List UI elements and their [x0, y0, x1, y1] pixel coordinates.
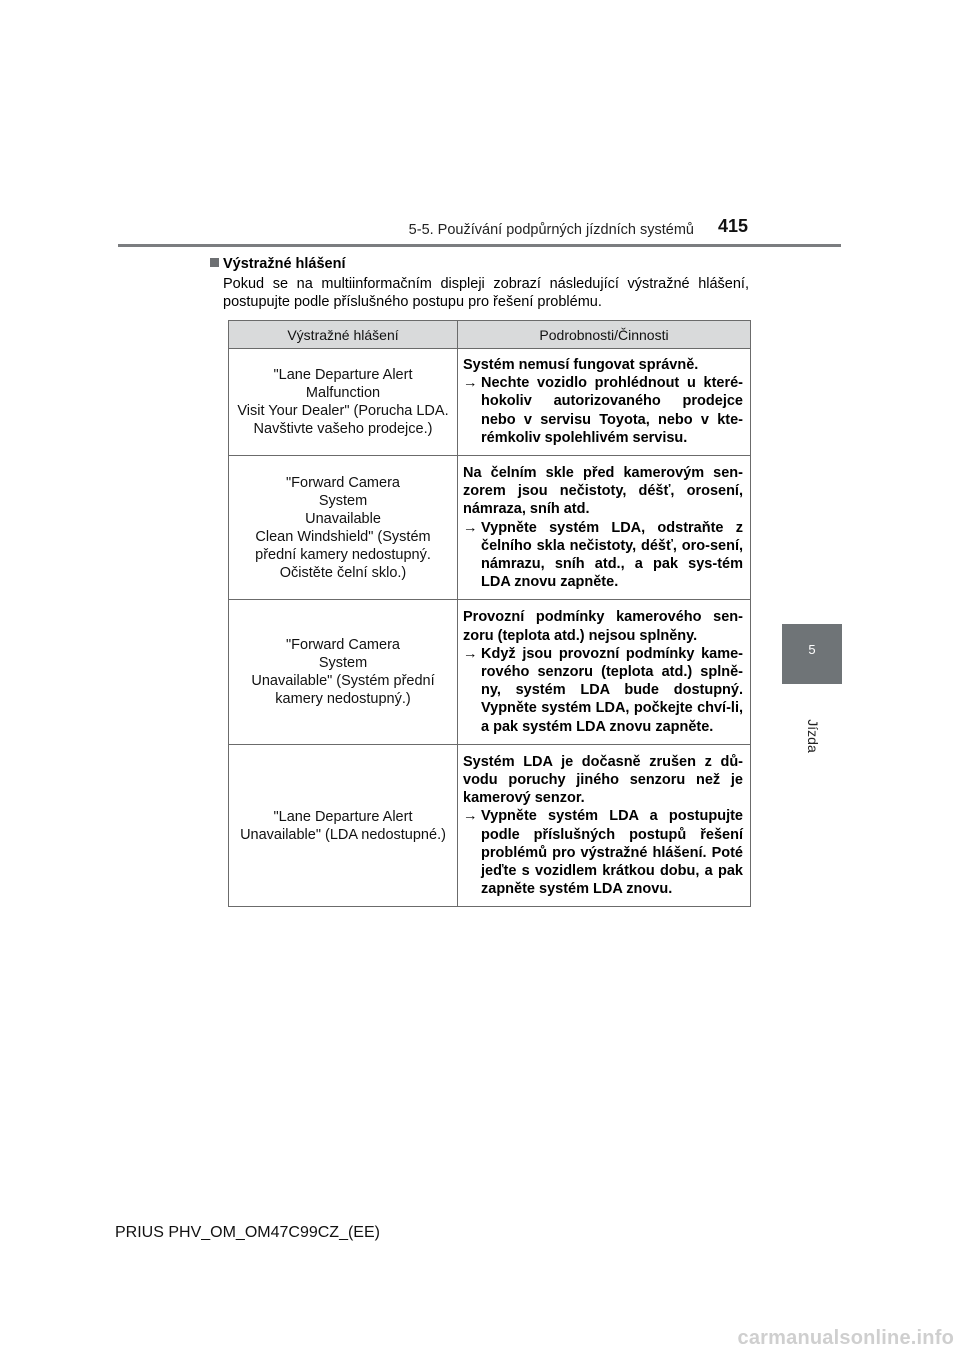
chapter-tab: [782, 624, 842, 684]
message-line: Malfunction: [305, 385, 381, 401]
message-line: "Lane Departure Alert: [273, 808, 413, 825]
message-line: Unavailable: [305, 510, 381, 527]
section-heading-text: Výstražné hlášení: [223, 256, 346, 272]
chapter-number: 5: [808, 642, 816, 657]
header-title: 5-5. Používání podpůrných jízdních systémů: [408, 222, 694, 238]
message-line: Očistěte čelní sklo.): [279, 564, 407, 581]
column-header-message: Výstražné hlášení: [229, 321, 458, 349]
action-item: [463, 807, 743, 898]
detail-cell: [458, 744, 751, 907]
detail-text: Provozní podmínky kamerového sen-zoru (teplota atd.) nejsou splněny.: [463, 609, 743, 644]
arrow-icon: →: [463, 519, 478, 536]
message-line: Navštivte vašeho prodejce.): [253, 421, 433, 437]
message-line: přední kamery nedostupný.: [255, 546, 431, 563]
message-line: System: [318, 655, 368, 672]
table-header-row: [229, 321, 751, 349]
message-cell: [229, 744, 458, 907]
message-line: "Lane Departure Alert: [273, 367, 413, 383]
message-line: Clean Windshield" (Systém: [255, 528, 431, 545]
intro-paragraph: Pokud se na multiinformačním displeji zobrazí následující výstražné hlášení, postupujte podle příslušného postupu pro řešení problému.: [223, 276, 749, 310]
message-line: "Forward Camera: [286, 637, 400, 654]
message-line: System: [318, 492, 368, 509]
chapter-label-box: [788, 716, 838, 756]
header-rule: [118, 244, 841, 247]
arrow-icon: →: [463, 808, 478, 825]
section-heading: [210, 256, 346, 272]
action-text: Vypněte systém LDA, odstraňte z čelního skla nečistoty, déšť, oro-sení, námrazu, sníh atd., a pak sys-tém LDA znovu zapněte.: [481, 519, 743, 591]
message-line: Unavailable" (LDA nedostupné.): [240, 826, 446, 843]
action-item: [463, 519, 743, 592]
detail-text: Systém LDA je dočasně zrušen z dů-vodu poruchy jiného senzoru než je kamerový senzor.: [463, 753, 743, 807]
arrow-icon: →: [463, 375, 478, 392]
table-row: [229, 600, 751, 744]
message-cell: [229, 456, 458, 600]
detail-cell: [458, 349, 751, 456]
warning-message-table: [228, 320, 751, 907]
square-bullet-icon: [210, 258, 219, 267]
message-cell: [229, 349, 458, 456]
table-row: [229, 744, 751, 907]
column-header-details: Podrobnosti/Činnosti: [458, 321, 751, 349]
message-line: Visit Your Dealer" (Porucha LDA.: [237, 403, 449, 419]
footer-document-code: PRIUS PHV_OM_OM47C99CZ_(EE): [115, 1224, 380, 1241]
action-item: [463, 645, 743, 736]
action-text: Když jsou provozní podmínky kame-rového senzoru (teplota atd.) splně-ny, systém LDA bude dostupný. Vypněte systém LDA, počkejte chví-li, a pak systém LDA znovu zapněte.: [481, 645, 743, 735]
action-item: [463, 374, 743, 447]
detail-cell: [458, 600, 751, 744]
page-number: 415: [718, 216, 749, 236]
table-row: [229, 349, 751, 456]
message-cell: [229, 600, 458, 744]
watermark: carmanualsonline.info: [737, 1327, 954, 1349]
action-text: Vypněte systém LDA a postupujte podle příslušných postupů řešení problémů pro výstražné hlášení. Poté jeďte s vozidlem krátkou dobu, a pak zapněte systém LDA znovu.: [481, 808, 743, 898]
message-line: Unavailable" (Systém přední: [251, 673, 435, 690]
message-line: kamery nedostupný.): [275, 691, 411, 708]
chapter-label: Jízda: [805, 719, 821, 753]
action-text: Nechte vozidlo prohlédnout u které-hokoliv autorizovaného prodejce nebo v servisu Toyota, nebo v kte-rémkoliv spolehlivém servisu.: [481, 375, 743, 446]
detail-text: Systém nemusí fungovat správně.: [463, 357, 699, 373]
detail-cell: [458, 456, 751, 600]
table-row: [229, 456, 751, 600]
detail-text: Na čelním skle před kamerovým sen-zorem jsou nečistoty, déšť, orosení, námraza, sníh atd.: [463, 465, 743, 518]
message-line: "Forward Camera: [286, 474, 400, 491]
arrow-icon: →: [463, 645, 478, 662]
